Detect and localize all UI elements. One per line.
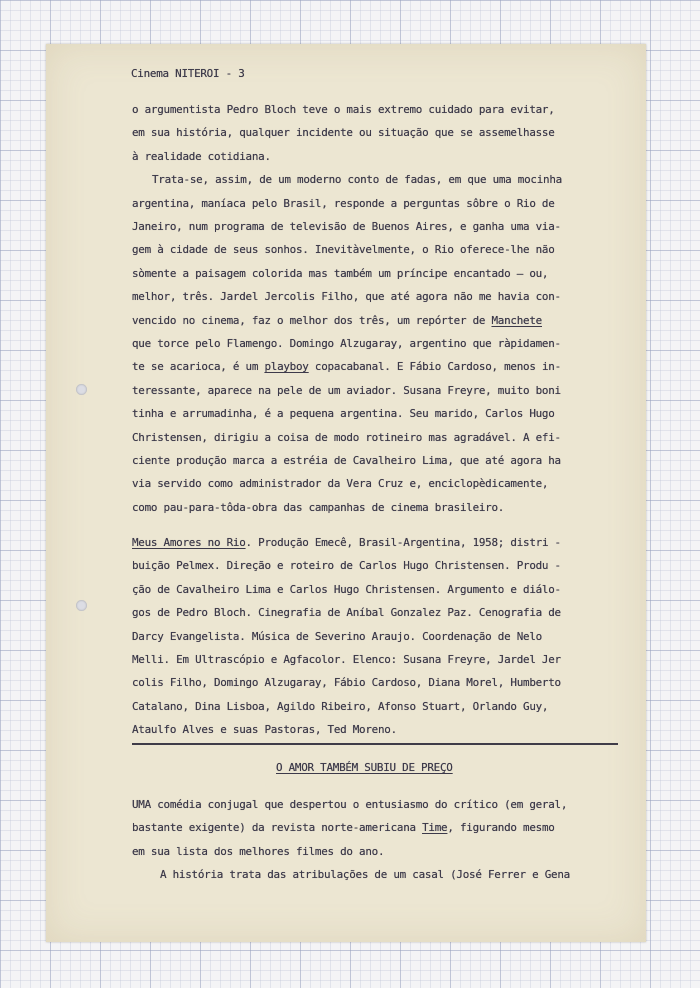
section_text-line: UMA comédia conjugal que despertou o entusiasmo do crítico (em geral, (132, 798, 568, 811)
review-line: que torce pelo Flamengo. Domingo Alzugaray, argentino que ràpidamen- (132, 337, 561, 350)
review-line: Janeiro, num programa de televisão de Buenos Aires, e ganha uma via- (132, 220, 561, 233)
section_text-line: A história trata das atribulações de um casal (José Ferrer e Gena (160, 868, 570, 882)
review-line: ciente produção marca a estréia de Cavalheiro Lima, que até agora ha (132, 454, 561, 467)
section_text-line: em sua lista dos melhores filmes do ano. (132, 844, 385, 858)
review-line: à realidade cotidiana. (132, 149, 271, 163)
section-divider (132, 743, 618, 745)
review-line: via servido como administrador da Vera Cruz e, enciclopèdicamente, (132, 477, 549, 491)
credits-line: Darcy Evangelista. Música de Severino Araujo. Coordenação de Nelo (132, 629, 542, 643)
credits-line: Melli. Em Ultrascópio e Agfacolor. Elenco: Susana Freyre, Jardel Jer (132, 653, 561, 666)
credits-line: gos de Pedro Bloch. Cinegrafia de Aníbal Gonzalez Paz. Cenografia de (132, 606, 561, 620)
review-line: em sua história, qualquer incidente ou situação que se assemelhasse (132, 126, 555, 140)
review-line: tinha e arrumadinha, é a pequena argentina. Seu marido, Carlos Hugo (132, 407, 555, 421)
review-line: melhor, três. Jardel Jercolis Filho, que até agora não me havia con- (132, 290, 561, 304)
credits-line: Meus Amores no Rio. Produção Emecê, Brasil-Argentina, 1958; distri - (132, 536, 561, 549)
review-line: te se acarioca, é um playboy copacabanal. E Fábio Cardoso, menos in- (132, 360, 561, 374)
review-line: Trata-se, assim, de um moderno conto de fadas, em que uma mocinha (152, 173, 562, 187)
credits-line: Catalano, Dina Lisboa, Agildo Ribeiro, Afonso Stuart, Orlando Guy, (132, 699, 549, 713)
review-line: Christensen, dirigiu a coisa de modo rotineiro mas agradável. A efi- (132, 430, 561, 444)
review-line: gem à cidade de seus sonhos. Inevitàvelmente, o Rio oferece-lhe não (132, 243, 555, 257)
section-title: O AMOR TAMBÉM SUBIU DE PREÇO (276, 761, 453, 774)
credits-line: buição Pelmex. Direção e roteiro de Carlos Hugo Christensen. Produ - (132, 559, 561, 573)
review-line: teressante, aparece na pele de um aviador. Susana Freyre, muito boni (132, 383, 561, 397)
review-line: vencido no cinema, faz o melhor dos três, um repórter de Manchete (132, 313, 542, 327)
review-line: o argumentista Pedro Bloch teve o mais extremo cuidado para evitar, (132, 103, 555, 116)
page-header: Cinema NITEROI - 3 (131, 67, 245, 80)
credits-line: colis Filho, Domingo Alzugaray, Fábio Cardoso, Diana Morel, Humberto (132, 676, 561, 690)
review-line: argentina, maníaca pelo Brasil, responde a perguntas sôbre o Rio de (132, 196, 555, 210)
credits-line: ção de Cavalheiro Lima e Carlos Hugo Christensen. Argumento e diálo- (132, 582, 561, 596)
credits-line: Ataulfo Alves e suas Pastoras, Ted Moreno. (132, 723, 397, 737)
section_text-line: bastante exigente) da revista norte-americana Time, figurando mesmo (132, 821, 555, 835)
review-line: como pau-para-tôda-obra das campanhas de cinema brasileiro. (132, 500, 505, 514)
review-line: sòmente a paisagem colorida mas também um príncipe encantado — ou, (132, 266, 549, 280)
